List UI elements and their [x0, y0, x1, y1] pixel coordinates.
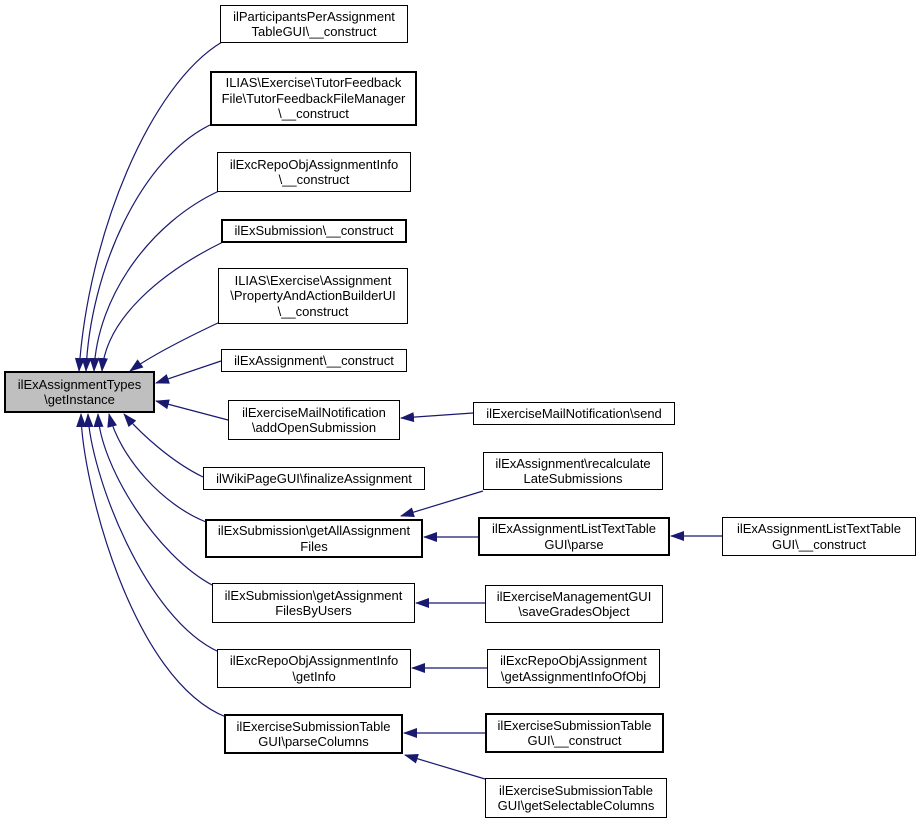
graph-node-label-line: \__construct: [278, 172, 350, 187]
graph-node-label-line: GUI\getSelectableColumns: [497, 798, 655, 813]
graph-node-label-line: ilExAssignment\__construct: [234, 352, 394, 368]
graph-node-label-line: \__construct: [278, 106, 349, 122]
graph-node-label-line: \__construct: [277, 303, 349, 319]
edge-ex-submission-get-assignment-files-by-users-to-ex-assignment-types-get-instance: [98, 414, 214, 586]
graph-node-exercise-submission-table-gui-get-selectable-columns[interactable]: [485, 778, 667, 818]
edge-exercise-mail-notification-send-to-exercise-mail-notification-add-open-submission: [401, 413, 473, 418]
graph-node-label-line: GUI\__construct: [527, 733, 622, 748]
graph-node-label-line: ilExerciseSubmissionTable: [236, 718, 391, 734]
edge-ex-assignment-construct-to-ex-assignment-types-get-instance: [156, 361, 221, 383]
edge-tutor-feedback-file-manager-construct-to-ex-assignment-types-get-instance: [86, 124, 212, 371]
graph-node-label-line: ilExcRepoObjAssignmentInfo: [229, 653, 399, 668]
graph-node-ex-submission-get-assignment-files-by-users[interactable]: [212, 583, 415, 623]
graph-node-label-line: \getAssignmentInfoOfObj: [500, 668, 647, 684]
edge-ex-assignment-recalculate-late-submissions-to-ex-submission-get-all-assignment-files: [401, 491, 483, 516]
graph-node-label-line: GUI\__construct: [772, 536, 866, 552]
graph-node-ex-submission-construct[interactable]: [221, 219, 407, 243]
graph-node-property-and-action-builder-ui-construct[interactable]: [218, 268, 408, 324]
graph-node-label-line: ilExcRepoObjAssignment: [500, 653, 647, 668]
graph-node-label-line: ilExerciseSubmissionTable: [497, 717, 652, 733]
graph-node-label-line: TableGUI\__construct: [251, 24, 377, 39]
graph-node-label-line: ilExSubmission\__construct: [234, 223, 394, 239]
graph-node-exc-repo-obj-assignment-info-construct[interactable]: [217, 152, 411, 192]
edge-ex-submission-construct-to-ex-assignment-types-get-instance: [102, 242, 223, 371]
graph-node-label-line: ILIAS\Exercise\TutorFeedback: [225, 75, 402, 91]
graph-node-label-line: \getInstance: [44, 392, 115, 407]
graph-node-label-line: \addOpenSubmission: [251, 420, 377, 435]
edge-exercise-submission-table-gui-get-selectable-columns-to-exercise-submission-table-gui-parse-columns: [405, 755, 485, 779]
graph-node-ex-assignment-list-text-table-gui-parse[interactable]: [478, 517, 670, 556]
graph-node-ex-assignment-recalculate-late-submissions[interactable]: [483, 452, 663, 490]
graph-node-label-line: ilExSubmission\getAssignment: [224, 587, 403, 603]
edge-property-and-action-builder-ui-construct-to-ex-assignment-types-get-instance: [130, 322, 220, 371]
graph-node-exercise-mail-notification-add-open-submission[interactable]: [228, 400, 400, 440]
graph-node-label-line: ilExSubmission\getAllAssignment: [217, 523, 411, 538]
graph-node-exc-repo-obj-assignment-info-get-info[interactable]: [217, 649, 411, 688]
graph-node-label-line: ILIAS\Exercise\Assignment: [234, 272, 392, 288]
graph-node-label-line: ilExerciseMailNotification: [242, 404, 386, 420]
graph-node-label-line: \saveGradesObject: [518, 604, 630, 619]
graph-node-label-line: ilExerciseMailNotification\send: [486, 405, 662, 421]
graph-node-label-line: ilWikiPageGUI\finalizeAssignment: [216, 470, 412, 486]
edge-exercise-mail-notification-add-open-submission-to-ex-assignment-types-get-instance: [156, 401, 228, 420]
graph-node-exercise-mail-notification-send[interactable]: [473, 402, 675, 425]
graph-node-ex-submission-get-all-assignment-files[interactable]: [205, 519, 423, 558]
graph-node-label-line: GUI\parseColumns: [258, 734, 369, 749]
graph-node-label-line: File\TutorFeedbackFileManager: [221, 90, 406, 106]
graph-node-participants-per-assignment-table-gui-construct[interactable]: [220, 5, 408, 43]
graph-node-label-line: ilExAssignmentListTextTable: [491, 521, 657, 536]
edge-exercise-submission-table-gui-parse-columns-to-ex-assignment-types-get-instance: [81, 414, 226, 717]
graph-node-ex-assignment-list-text-table-gui-construct[interactable]: [722, 517, 916, 556]
graph-node-ex-assignment-construct[interactable]: [221, 349, 407, 372]
edge-ex-submission-get-all-assignment-files-to-ex-assignment-types-get-instance: [109, 414, 206, 522]
graph-node-label-line: GUI\parse: [544, 536, 604, 552]
graph-node-label-line: ilExAssignmentTypes: [17, 376, 142, 392]
graph-node-label-line: ilExAssignment\recalculate: [495, 455, 651, 471]
graph-node-label-line: LateSubmissions: [523, 471, 623, 486]
graph-node-label-line: ilExcRepoObjAssignmentInfo: [229, 156, 399, 172]
graph-node-label-line: ilParticipantsPerAssignment: [233, 8, 395, 24]
graph-node-tutor-feedback-file-manager-construct[interactable]: [210, 71, 417, 126]
edge-exc-repo-obj-assignment-info-construct-to-ex-assignment-types-get-instance: [94, 191, 219, 371]
graph-node-exercise-submission-table-gui-parse-columns[interactable]: [224, 714, 403, 754]
graph-node-label-line: FilesByUsers: [275, 603, 352, 618]
graph-node-exercise-submission-table-gui-construct[interactable]: [485, 713, 664, 753]
graph-node-label-line: ilExAssignmentListTextTable: [736, 521, 902, 536]
graph-node-wiki-page-gui-finalize-assignment[interactable]: [203, 467, 425, 490]
graph-node-label-line: ilExerciseManagementGUI: [496, 588, 652, 604]
graph-node-label-line: \PropertyAndActionBuilderUI: [230, 288, 396, 304]
graph-node-exc-repo-obj-assignment-get-assignment-info-of-obj[interactable]: [487, 649, 660, 688]
graph-node-ex-assignment-types-get-instance[interactable]: [4, 371, 155, 413]
graph-node-label-line: ilExerciseSubmissionTable: [499, 782, 653, 798]
edge-participants-per-assignment-table-gui-construct-to-ex-assignment-types-get-instance: [79, 42, 222, 371]
graph-node-exercise-management-gui-save-grades-object[interactable]: [485, 585, 663, 623]
graph-node-label-line: Files: [300, 538, 328, 554]
graph-node-label-line: \getInfo: [292, 668, 336, 684]
